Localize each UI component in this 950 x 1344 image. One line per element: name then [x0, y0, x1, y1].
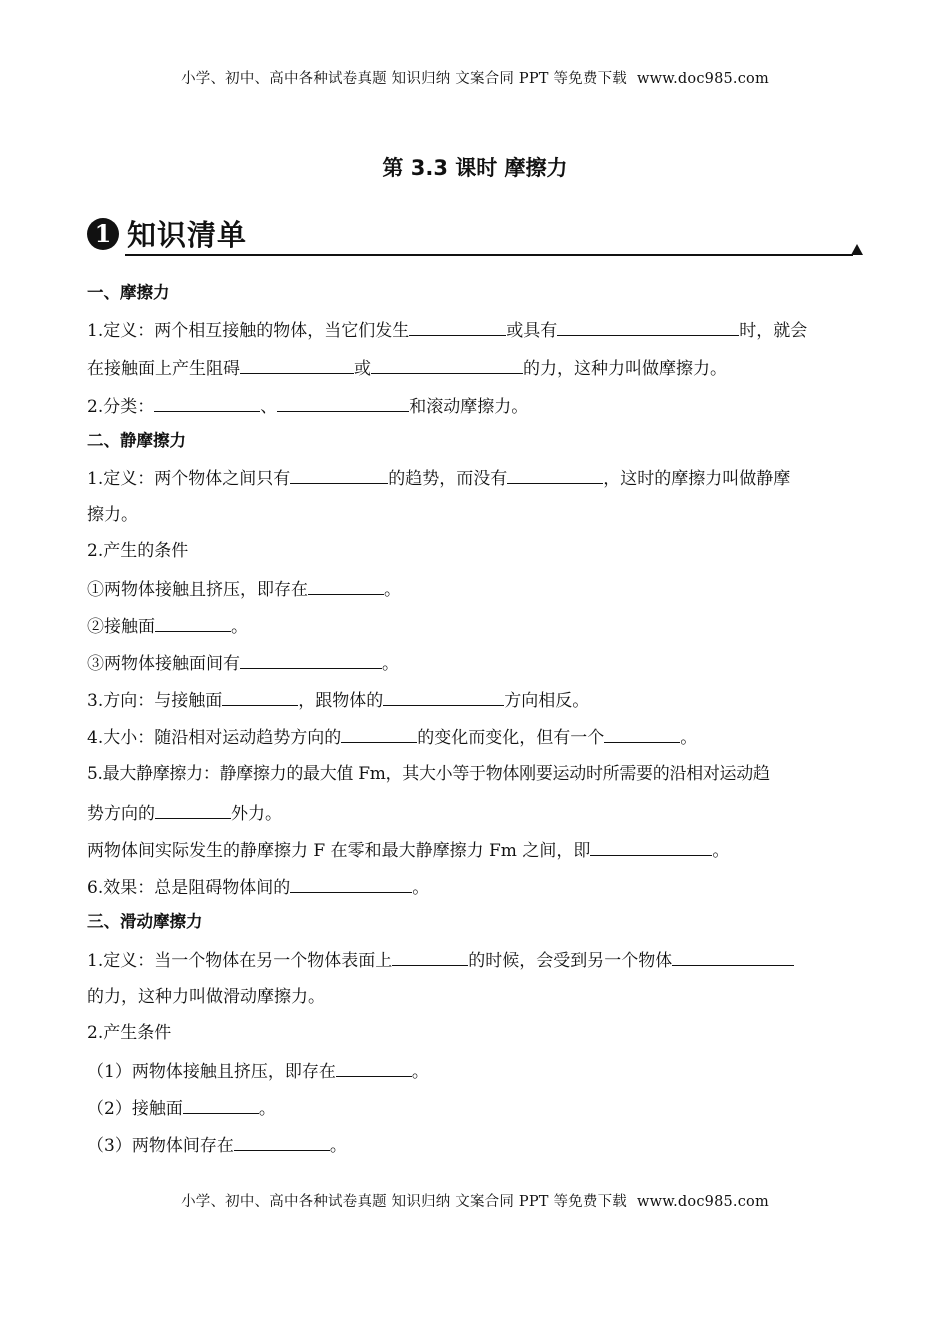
- friction-definition-line1: 1.定义：两个相互接触的物体，当它们发生 或具有 时，就会: [87, 318, 863, 342]
- static-definition-line1: 1.定义：两个物体之间只有 的趋势，而没有 ，这时的摩擦力叫做静摩: [87, 466, 863, 490]
- header-site: www.doc985.com: [636, 71, 769, 87]
- section-title: 知识清单: [127, 218, 248, 252]
- answer-blank[interactable]: [590, 838, 712, 856]
- heading-static-friction: 二、静摩擦力: [87, 431, 186, 450]
- answer-blank[interactable]: [290, 466, 388, 484]
- answer-blank[interactable]: [290, 875, 412, 893]
- answer-blank[interactable]: [277, 394, 409, 412]
- answer-blank[interactable]: [604, 725, 680, 743]
- sliding-definition-line2: 的力，这种力叫做滑动摩擦力。: [87, 987, 325, 1007]
- answer-blank[interactable]: [557, 318, 739, 336]
- static-range: 两物体间实际发生的静摩擦力 F 在零和最大静摩擦力 Fm 之间，即 。: [87, 838, 863, 862]
- heading-friction: 一、摩擦力: [87, 283, 170, 302]
- answer-blank[interactable]: [222, 688, 298, 706]
- answer-blank[interactable]: [672, 948, 794, 966]
- static-magnitude: 4.大小：随沿相对运动趋势方向的 的变化而变化，但有一个 。: [87, 725, 863, 749]
- max-static-line1: 5.最大静摩擦力：静摩擦力的最大值 Fm，其大小等于物体刚要运动时所需要的沿相对运动趋: [87, 764, 770, 784]
- page-footer: [0, 1190, 950, 1211]
- answer-blank[interactable]: [183, 1096, 259, 1114]
- static-definition-line2: 擦力。: [87, 505, 138, 525]
- page-header: [0, 67, 950, 88]
- max-static-line2: 势方向的 外力。: [87, 801, 863, 825]
- page-title: 第 3.3 课时 摩擦力: [382, 156, 568, 180]
- sliding-definition-line1: 1.定义：当一个物体在另一个物体表面上 的时候，会受到另一个物体: [87, 948, 863, 972]
- static-effect: 6.效果：总是阻碍物体间的 。: [87, 875, 863, 899]
- answer-blank[interactable]: [371, 356, 523, 374]
- static-condition-2: ②接触面 。: [87, 614, 863, 638]
- friction-definition-line2: 在接触面上产生阻碍 或 的力，这种力叫做摩擦力。: [87, 356, 863, 380]
- footer-text: 小学、初中、高中各种试卷真题 知识归纳 文案合同 PPT 等免费下载: [181, 1194, 627, 1210]
- answer-blank[interactable]: [240, 651, 382, 669]
- sliding-conditions-title: 2.产生条件: [87, 1023, 172, 1043]
- static-direction: 3.方向：与接触面 ，跟物体的 方向相反。: [87, 688, 863, 712]
- static-condition-3: ③两物体接触面间有 。: [87, 651, 863, 675]
- answer-blank[interactable]: [155, 801, 231, 819]
- answer-blank[interactable]: [409, 318, 506, 336]
- answer-blank[interactable]: [383, 688, 504, 706]
- answer-blank[interactable]: [507, 466, 603, 484]
- section-number-badge: 1: [87, 218, 119, 250]
- triangle-marker-icon: [851, 244, 863, 255]
- header-text: 小学、初中、高中各种试卷真题 知识归纳 文案合同 PPT 等免费下载: [181, 71, 627, 87]
- footer-site: www.doc985.com: [636, 1194, 769, 1210]
- answer-blank[interactable]: [336, 1059, 412, 1077]
- sliding-condition-2: （2）接触面 。: [87, 1096, 863, 1120]
- answer-blank[interactable]: [240, 356, 354, 374]
- section-underline: [125, 254, 853, 256]
- heading-sliding-friction: 三、滑动摩擦力: [87, 912, 203, 931]
- answer-blank[interactable]: [392, 948, 468, 966]
- section-banner: [87, 215, 863, 257]
- sliding-condition-1: （1）两物体接触且挤压，即存在 。: [87, 1059, 863, 1083]
- sliding-condition-3: （3）两物体间存在 。: [87, 1133, 863, 1157]
- answer-blank[interactable]: [155, 614, 231, 632]
- static-condition-1: ①两物体接触且挤压，即存在 。: [87, 577, 863, 601]
- answer-blank[interactable]: [154, 394, 260, 412]
- answer-blank[interactable]: [234, 1133, 330, 1151]
- answer-blank[interactable]: [341, 725, 417, 743]
- answer-blank[interactable]: [308, 577, 384, 595]
- friction-classification: 2.分类： 、 和滚动摩擦力。: [87, 394, 863, 418]
- static-conditions-title: 2.产生的条件: [87, 541, 189, 561]
